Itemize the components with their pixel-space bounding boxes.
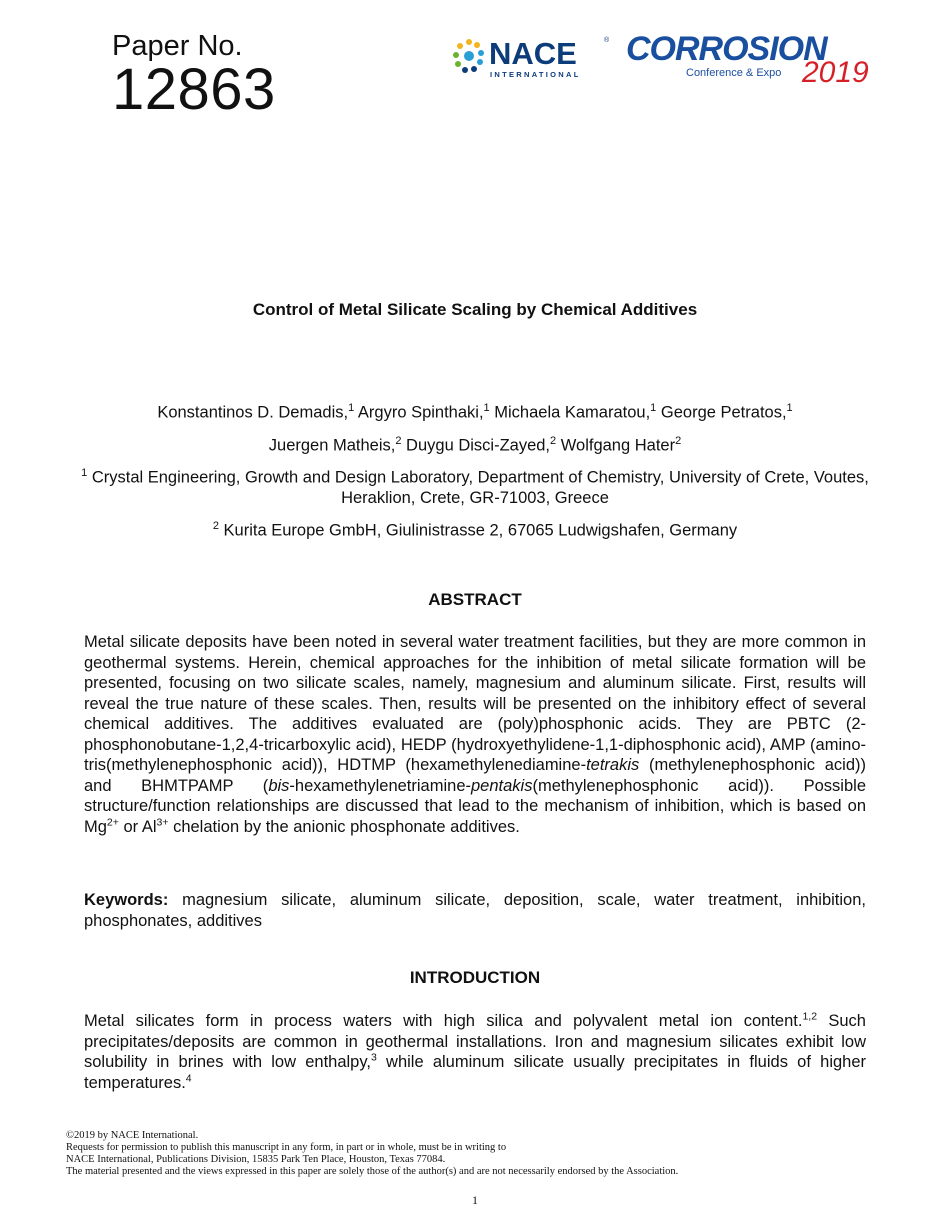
footer-line-3: NACE International, Publications Division, 15835 Park Ten Place, Houston, Texas 77084. xyxy=(66,1154,446,1165)
footer-line-1: ©2019 by NACE International. xyxy=(66,1130,199,1141)
copyright-footer xyxy=(66,1130,678,1178)
svg-text:INTERNATIONAL: INTERNATIONAL xyxy=(490,70,581,79)
paper-label: Paper No. xyxy=(112,30,243,62)
affiliation-2: $^2$ Kurita Europe GmbH, Giulinistrasse 2, 67065 Ludwigshafen, Germany xyxy=(212,519,738,539)
author-line-2: Juergen Matheis,$^2$ Duygu Disci-Zayed,$^2$ Wolfgang Hater$^2$ xyxy=(268,434,682,454)
footer-line-4: The material presented and the views expressed in this paper are solely those of the author(s) and are not necessarily endorsed by the Association. xyxy=(66,1166,679,1177)
paper-number: 12863 xyxy=(112,57,276,122)
footer-line-2: Requests for permission to publish this manuscript in any form, in part or in whole, must be in writing to xyxy=(66,1142,507,1153)
svg-text:CORROSION: CORROSION xyxy=(626,30,827,68)
svg-text:®: ® xyxy=(604,37,610,44)
page-number: 1 xyxy=(472,1193,478,1207)
corrosion-2019-logo xyxy=(624,30,884,88)
introduction-heading: INTRODUCTION xyxy=(409,968,541,987)
keywords-paragraph: Keywords: magnesium silicate, aluminum silicate, deposition, scale, water treatment, inhibition, phosphonates, additives xyxy=(84,891,866,930)
paper-title: Control of Metal Silicate Scaling by Chemical Additives xyxy=(252,300,698,319)
nace-logo xyxy=(452,34,617,82)
affiliation-1: $^1$ Crystal Engineering, Growth and Design Laboratory, Department of Chemistry, University of Crete, Voutes, Heraklion, Crete, GR-71003, Greece xyxy=(81,467,869,507)
paper-number-block xyxy=(112,30,276,122)
svg-text:Conference & Expo: Conference & Expo xyxy=(686,67,782,79)
author-block xyxy=(60,398,890,548)
nace-emblem-icon xyxy=(453,39,484,73)
abstract-paragraph: Metal silicate deposits have been noted in several water treatment facilities, but they are more common in geothermal systems. Herein, chemical approaches for the inhibition of metal silicate formation will be presented, focusing on two silicate scales, namely, magnesium and aluminum silicate. First, results will reveal the true nature of these scales. Then, results will be presented on the inhibitory effect of several chemical additives. The additives evaluated are (poly)phosphonic acids. They are PBTC (2-phosphonobutane-1,2,4-tricarboxylic acid), HEDP (hydroxyethylidene-1,1-diphosphonic acid), AMP (amino-tris(methylenephosphonic acid)), HDTMP (hexamethylenediamine-tetrakis (methylenephosphonic acid)) and BHMTPAMP (bis-hexamethylenetriamine-pentakis(methylenephosphonic acid)). Possible structure/function relationships are discussed that lead to the mechanism of inhibition, which is based on $Mg^{2+}$ or $Al^{3+}$ chelation by the anionic phosphonate additives. xyxy=(84,633,866,836)
svg-text:2019: 2019 xyxy=(802,56,869,88)
author-line-1: Konstantinos D. Demadis,$^1$ Argyro Spinthaki,$^1$ Michaela Kamaratou,$^1$ George Petratos,$^1$ xyxy=(157,402,793,422)
keywords-label: Keywords: xyxy=(84,891,169,909)
svg-text:NACE: NACE xyxy=(489,36,577,71)
introduction-paragraph: Metal silicates form in process waters with high silica and polyvalent metal ion content.$^{1,2}$ Such precipitates/deposits are common in geothermal installations. Iron and magnesium silicates exhibit low solubility in brines with low enthalpy,$^3$ while aluminum silicate usually precipitates in fluids of higher temperatures.$^4$ xyxy=(84,1010,867,1092)
abstract-heading: ABSTRACT xyxy=(428,590,522,609)
